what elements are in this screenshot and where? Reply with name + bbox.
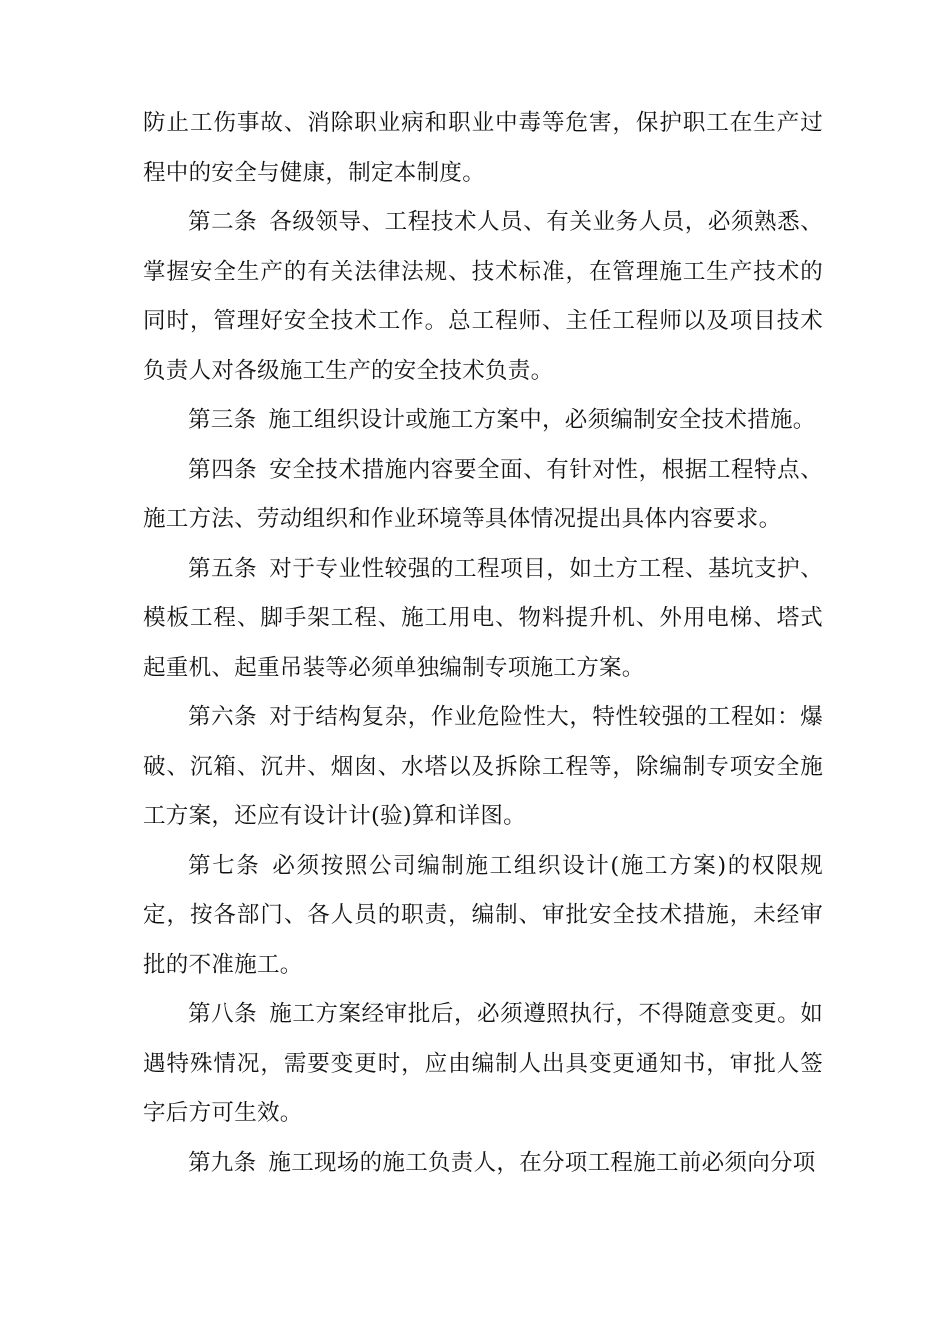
paragraph-text: 安全技术措施内容要全面、有针对性，根据工程特点、施工方法、劳动组织和作业环境等具体情况提出具体内容要求。: [143, 456, 824, 532]
paragraph-article-8: [143, 990, 823, 1139]
paragraph-text: 对于结构复杂，作业危险性大，特性较强的工程如：爆破、沉箱、沉井、烟囱、水塔以及拆除工程等，除编制专项安全施工方案，还应有设计计(验)算和详图。: [143, 704, 824, 829]
paragraph-article-4: [143, 446, 823, 545]
article-number: 第八条: [188, 1001, 258, 1027]
paragraph-text: 施工现场的施工负责人，在分项工程施工前必须向分项: [268, 1149, 816, 1176]
paragraph-article-9: [143, 1139, 823, 1189]
paragraph-text: 施工组织设计或施工方案中，必须编制安全技术措施。: [268, 407, 816, 433]
paragraph-preamble-continuation: [143, 99, 823, 198]
paragraph-article-7: [143, 842, 823, 991]
paragraph-article-3: [143, 396, 823, 446]
paragraph-article-5: [143, 545, 823, 694]
paragraph-text: 对于专业性较强的工程项目，如土方工程、基坑支护、模板工程、脚手架工程、施工用电、物料提升机、外用电梯、塔式起重机、起重吊装等必须单独编制专项施工方案。: [143, 555, 824, 681]
article-number: 第五条: [188, 555, 258, 582]
article-number: 第六条: [188, 704, 258, 730]
document-body: [143, 99, 823, 1188]
paragraph-text: 施工方案经审批后，必须遵照执行，不得随意变更。如遇特殊情况，需要变更时，应由编制人出具变更通知书，审批人签字后方可生效。: [143, 1001, 824, 1126]
article-number: 第九条: [188, 1149, 257, 1176]
paragraph-article-6: [143, 693, 823, 842]
article-number: 第三条: [188, 407, 257, 433]
article-number: 第二条: [188, 209, 258, 235]
paragraph-text: 各级领导、工程技术人员、有关业务人员，必须熟悉、掌握安全生产的有关法律法规、技术标准，在管理施工生产技术的同时，管理好安全技术工作。总工程师、主任工程师以及项目技术负责人对各级施工生产的安全技术负责。: [143, 209, 824, 384]
article-number: 第四条: [188, 456, 258, 483]
paragraph-text: 防止工伤事故、消除职业病和职业中毒等危害，保护职工在生产过程中的安全与健康，制定本制度。: [143, 110, 823, 186]
article-number: 第七条: [188, 852, 261, 879]
paragraph-text: 必须按照公司编制施工组织设计(施工方案)的权限规定，按各部门、各人员的职责，编制、审批安全技术措施，未经审批的不准施工。: [143, 852, 823, 978]
paragraph-article-2: [143, 198, 823, 396]
